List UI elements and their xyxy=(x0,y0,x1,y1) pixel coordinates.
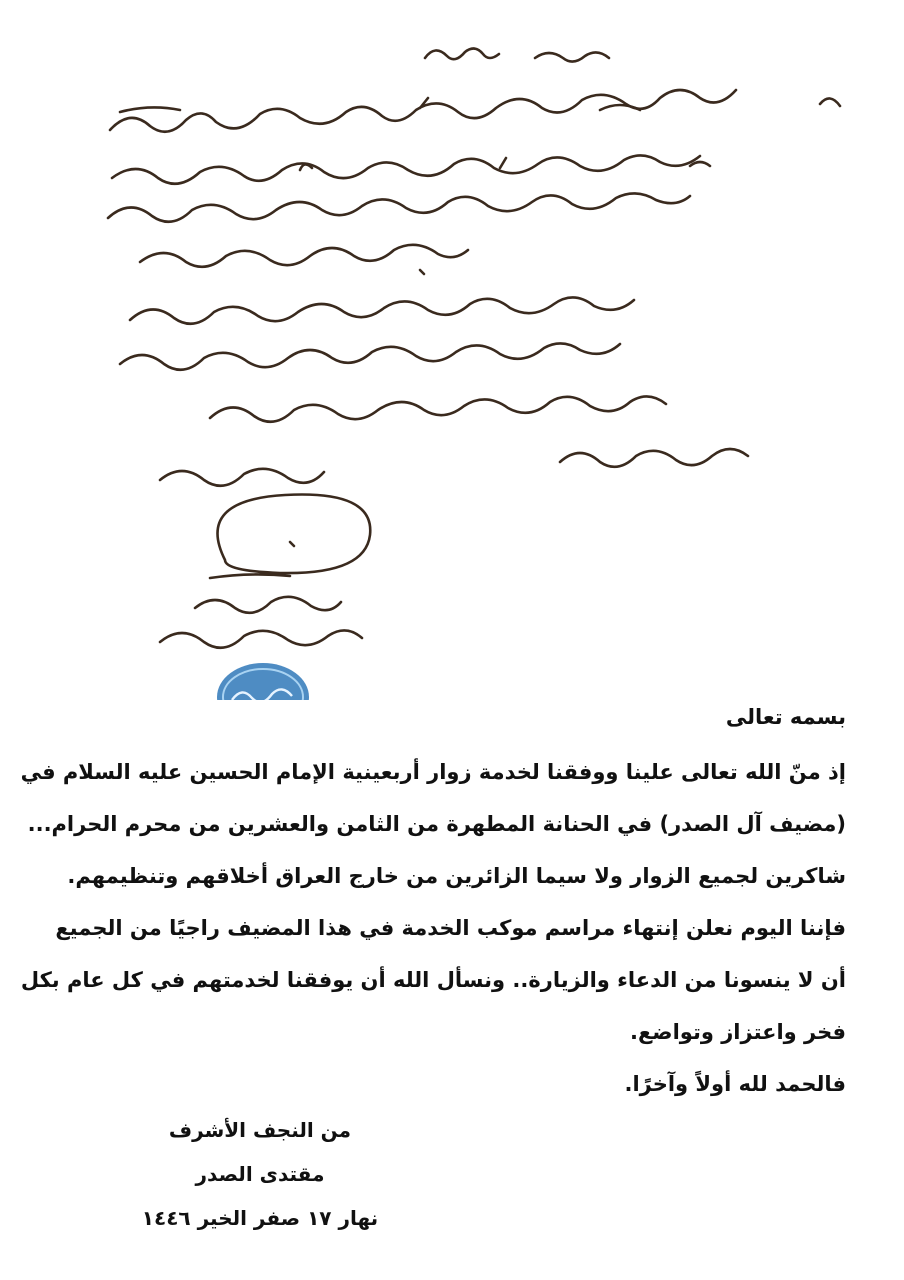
typed-transcription xyxy=(20,700,846,1110)
typed-line-1: إذ منّ الله تعالى علينا ووفقنا لخدمة زوار أربعينية الإمام الحسين عليه السلام في xyxy=(20,760,846,784)
signature-date: نهار ١٧ صفر الخير ١٤٤٦ xyxy=(141,1206,379,1230)
typed-line-2: (مضيف آل الصدر) في الحنانة المطهرة من الثامن والعشرين من محرم الحرام... xyxy=(27,812,846,836)
signature-block xyxy=(120,1108,400,1240)
typed-line-3: شاكرين لجميع الزوار ولا سيما الزائرين من خارج العراق أخلاقهم وتنظيمهم. xyxy=(67,864,846,888)
signature-place: من النجف الأشرف xyxy=(168,1118,352,1142)
typed-line-5: أن لا ينسونا من الدعاء والزيارة.. ونسأل الله أن يوفقنا لخدمتهم في كل عام بكل xyxy=(20,968,846,992)
typed-line-4: فإننا اليوم نعلن إنتهاء مراسم موكب الخدمة في هذا المضيف راجيًا من الجميع xyxy=(55,916,846,940)
signature-name: مقتدى الصدر xyxy=(195,1162,325,1186)
typed-title: بسمه تعالى xyxy=(725,705,846,729)
typed-line-6: فخر واعتزاز وتواضع. xyxy=(629,1020,846,1044)
typed-line-7: فالحمد لله أولاً وآخرًا. xyxy=(624,1072,846,1096)
